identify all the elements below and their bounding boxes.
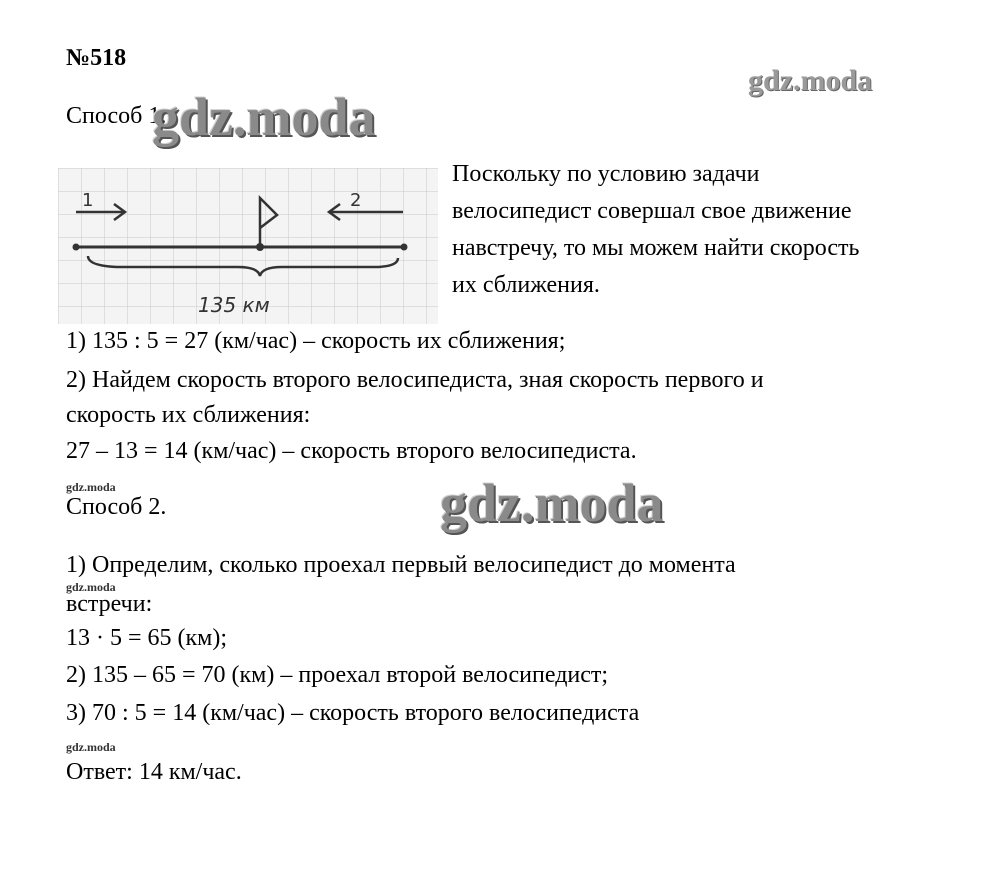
watermark-large-1: gdz.moda (152, 87, 376, 147)
watermark-large-2: gdz.moda (440, 473, 664, 533)
method2-heading: Способ 2. (66, 494, 167, 520)
cyclist-1-label: 1 (82, 190, 94, 211)
watermark-small-3: gdz.moda (66, 740, 116, 754)
method2-step-3: 3) 70 : 5 = 14 (км/час) – скорость второго велосипедиста (66, 700, 640, 726)
explanation-line-1: Поскольку по условию задачи (452, 161, 760, 187)
method2-step-2: 2) 135 – 65 = 70 (км) – проехал второй велосипедист; (66, 662, 609, 688)
method2-step-1-calc: 13 · 5 = 65 (км); (66, 625, 228, 651)
motion-sketch (58, 168, 438, 324)
explanation-line-4: их сближения. (452, 272, 600, 298)
method1-step-1: 1) 135 : 5 = 27 (км/час) – скорость их сближения; (66, 328, 566, 354)
point-end (401, 244, 408, 251)
watermark-small-1: gdz.moda (66, 480, 116, 494)
method1-step-2: 2) Найдем скорость второго велосипедиста, зная скорость первого и (66, 367, 764, 393)
method2-step-1: 1) Определим, сколько проехал первый велосипедист до момента (66, 552, 736, 578)
watermark-small-2: gdz.moda (66, 580, 116, 594)
point-meeting (256, 243, 264, 251)
answer: Ответ: 14 км/час. (66, 759, 242, 785)
method2-step-1-cont: встречи: (66, 591, 153, 617)
problem-number: №518 (66, 45, 127, 71)
cyclist-2-label: 2 (350, 190, 362, 211)
method1-step-3: 27 – 13 = 14 (км/час) – скорость второго велосипедиста. (66, 438, 637, 464)
method1-step-2-cont: скорость их сближения: (66, 402, 311, 428)
explanation-line-3: навстречу, то мы можем найти скорость (452, 235, 860, 261)
watermark-top-right: gdz.moda (748, 64, 873, 97)
point-start (73, 244, 80, 251)
method1-heading: Способ 1. (66, 103, 167, 129)
distance-label: 135 км (198, 293, 270, 317)
explanation-line-2: велосипедист совершал свое движение (452, 198, 852, 224)
